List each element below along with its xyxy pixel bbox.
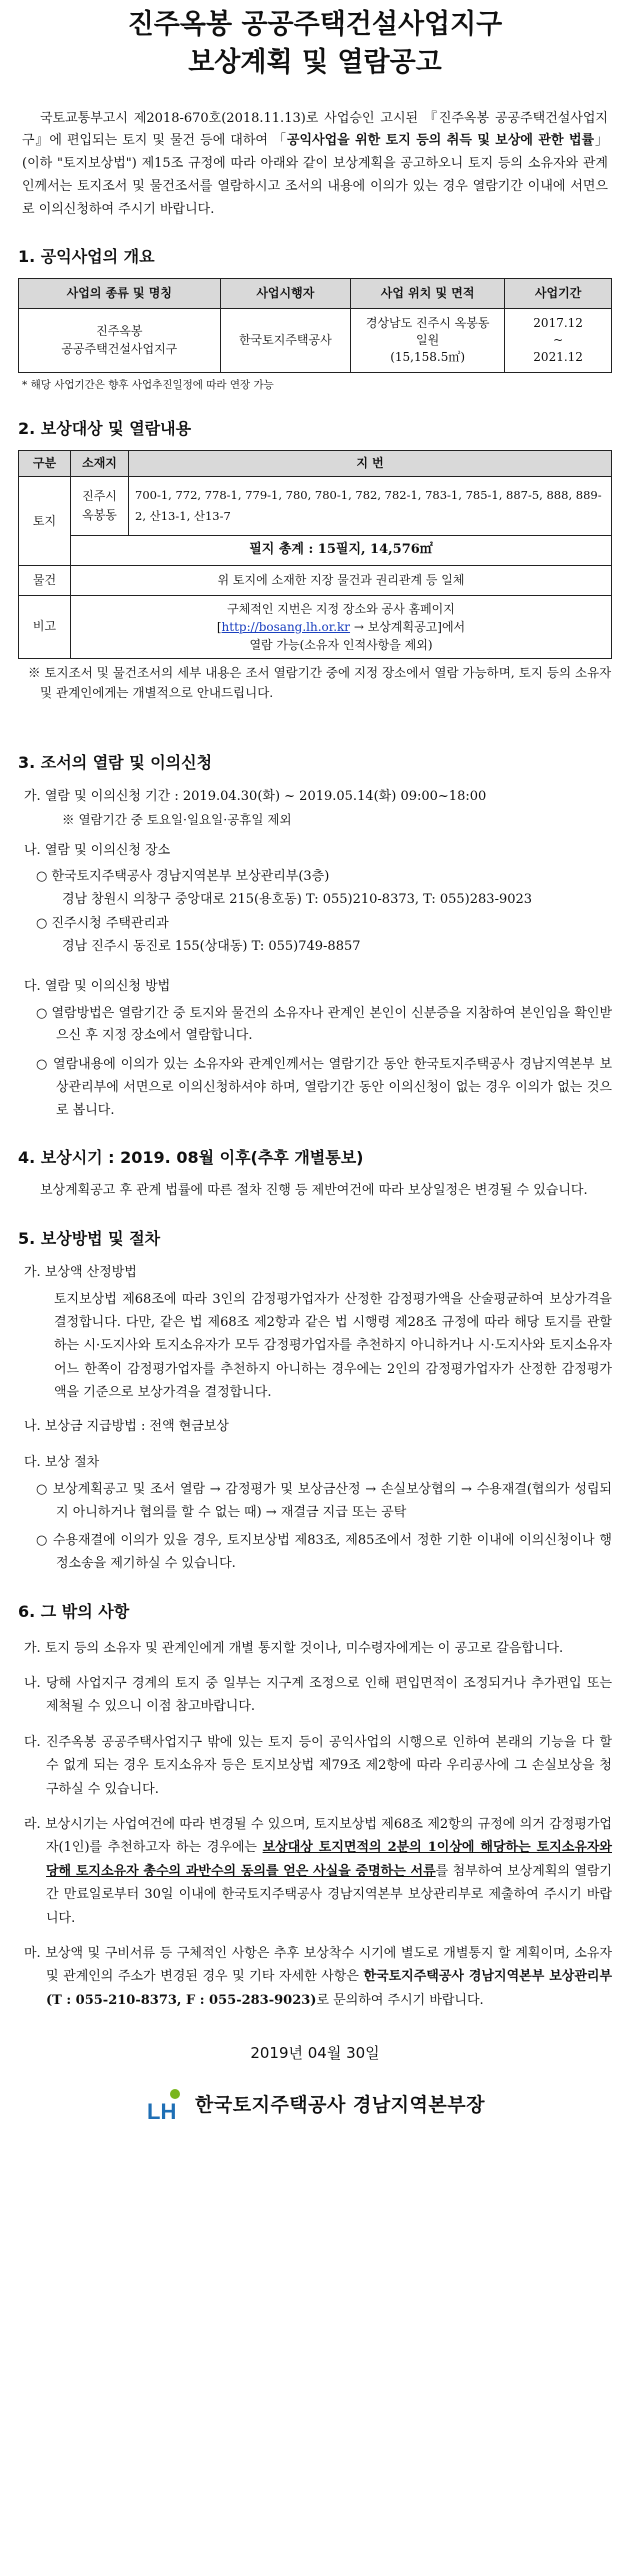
inspection-place-heading: 나. 열람 및 이의신청 장소: [24, 842, 171, 858]
table-row: [19, 595, 612, 658]
inspection-period: 가. 열람 및 이의신청 기간 : 2019.04.30(화) ~ 2019.05.14(화) 09:00~18:00: [24, 789, 487, 805]
other-item-ma: [24, 1942, 612, 2012]
section-5-heading: 5. 보상방법 및 절차: [18, 1228, 161, 1248]
remark-line-3: 열람 가능(소유자 인적사항을 제외): [249, 637, 433, 652]
table-row: [19, 565, 612, 595]
location-1: 경상남도 진주시 옥봉동: [365, 315, 490, 330]
location-cell: [351, 309, 505, 373]
project-name-cell: [19, 309, 221, 373]
remark-line-2-text: → 보상계획공고]에서: [350, 619, 466, 634]
table-row: [19, 477, 612, 535]
remark-line-1: 구체적인 지번은 지정 장소와 공사 홈페이지: [227, 601, 455, 616]
project-name-1: 진주옥봉: [96, 324, 143, 339]
place-2-address: 경남 진주시 동진로 155(상대동) T: 055)749-8857: [62, 939, 361, 955]
land-label-cell: 토지: [19, 477, 71, 565]
place-1-address: 경남 창원시 의창구 중앙대로 215(용호동) T: 055)210-8373, T: 055)283-9023: [62, 892, 533, 908]
intro-law-name: 공익사업을 위한 토지 등의 취득 및 보상에 관한 법률: [286, 133, 595, 149]
ra-text-2: 를 첨부하여 보상계획의 열람기간 만료일로부터 30일 이내에 한국토지주택공사 경남지역본부 보상관리부로 제출하여 주시기 바랍니다.: [46, 1863, 612, 1926]
ra-text-1: 라. 보상시기는 사업여건에 따라 변경될 수 있으며, 토지보상법 제68조 제2항의 규정에 의거 감정평가업자(1인)를 추천하고자 하는 경우에는: [24, 1816, 612, 1856]
remark-line-2: [75, 618, 607, 636]
operator-cell: 한국토지주택공사: [220, 309, 350, 373]
other-item-da: 다. 진주옥봉 공공주택사업지구 밖에 있는 토지 등이 공익사업의 시행으로 인하여 본래의 기능을 다 할 수 없게 되는 경우 토지소유자 등은 토지보상법 제79조 제2항에 따라 우리공사에 그 손실보상을 청구하실 수 있습니다.: [24, 1734, 612, 1797]
section-4-text: 보상계획공고 후 관계 법률에 따른 절차 진행 등 제반여건에 따라 보상일정은 변경될 수 있습니다.: [40, 1183, 588, 1199]
intro-text-2: 」(이하 "토지보상법") 제15조 규정에 따라 아래와 같이 보상계획을 공고하오니 토지 등의 소유자와 관계인께서는 토지조서 및 물건조서를 열람하시고 조서의 내용에 이의가 있는 경우 열람기간 이내에 서면으로 이의신청하여 주시기 바랍니다.: [22, 133, 608, 217]
signature-block: [18, 2087, 612, 2123]
remark-bracket: [: [216, 619, 222, 634]
project-overview-table: [18, 278, 612, 373]
inspection-period-note: ※ 열람기간 중 토요일·일요일·공휴일 제외: [62, 811, 292, 827]
goods-text-cell: 위 토지에 소재한 지장 물건과 권리관계 등 일체: [71, 565, 612, 595]
other-item-ra: [24, 1813, 612, 1930]
inspection-method-heading: 다. 열람 및 이의신청 방법: [24, 978, 171, 994]
remark-label-cell: 비고: [19, 595, 71, 658]
intro-text-1: 국토교통부고시 제2018-670호(2018.11.13)로 사업승인 고시된 『진주옥봉 공공주택건설사업지구』에 편입되는 토지 및 물건 등에 대하여 「: [22, 110, 608, 149]
procedure-heading: 다. 보상 절차: [24, 1454, 100, 1470]
other-item-ga: 가. 토지 등의 소유자 및 관계인에게 개별 통지할 것이나, 미수령자에게는 이 공고로 갈음합니다.: [24, 1640, 564, 1656]
col-header: 사업시행자: [220, 279, 350, 309]
ma-text-1: 마. 보상액 및 구비서류 등 구체적인 사항은 추후 보상착수 시기에 별도로 개별통지 할 계획이며, 소유자 및 관계인의 주소가 변경된 경우 및 기타 자세한 사항은: [24, 1945, 612, 1985]
period-end: 2021.12: [533, 350, 583, 365]
bosang-website-link[interactable]: http://bosang.lh.or.kr: [221, 619, 351, 634]
col-header: 사업 위치 및 면적: [351, 279, 505, 309]
ra-underlined: 보상대상 토지면적의 2분의 1이상에 해당하는 토지소유자와 당해 토지소유자 총수의 과반수의 동의를 얻은 사실을 증명하는 서류: [46, 1840, 612, 1879]
compensation-table: [18, 450, 612, 658]
section-1-heading: 1. 공익사업의 개요: [18, 247, 155, 267]
page-title: 진주옥봉 공공주택건설사업지구: [127, 9, 503, 40]
lot-numbers-cell: 700-1, 772, 778-1, 779-1, 780, 780-1, 782, 782-1, 783-1, 785-1, 887-5, 888, 889-2, 산13-1, 산13-7: [129, 477, 612, 535]
col-header: 구분: [19, 451, 71, 477]
goods-label-cell: 물건: [19, 565, 71, 595]
procedure-1: ○ 보상계획공고 및 조서 열람 → 감정평가 및 보상금산정 → 손실보상협의 → 수용재결(협의가 성립되지 아니하거나 협의를 할 수 없는 때) → 재결금 지급 또는 공탁: [36, 1481, 612, 1520]
section-2-heading: 2. 보상대상 및 열람내용: [18, 419, 192, 439]
period-note: * 해당 사업기간은 향후 사업추진일정에 따라 연장 가능: [22, 379, 274, 392]
payment-method: 나. 보상금 지급방법 : 전액 현금보상: [24, 1418, 229, 1434]
issuer-signature: 한국토지주택공사 경남지역본부장: [195, 2093, 485, 2116]
method-1: ○ 열람방법은 열람기간 중 토지와 물건의 소유자나 관계인 본인이 신분증을 지참하여 본인임을 확인받으신 후 지정 장소에서 열람합니다.: [36, 1005, 612, 1044]
section-3-heading: 3. 조서의 열람 및 이의신청: [18, 752, 213, 772]
location-area: (15,158.5㎡): [390, 350, 466, 365]
valuation-heading: 가. 보상액 산정방법: [24, 1265, 137, 1281]
period-start: 2017.12: [533, 315, 583, 330]
intro-paragraph: [18, 108, 612, 222]
method-2: ○ 열람내용에 이의가 있는 소유자와 관계인께서는 열람기간 동안 한국토지주택공사 경남지역본부 보상관리부에 서면으로 이의신청하셔야 하며, 열람기간 동안 이의신청이 없는 경우 이의가 없는 것으로 봅니다.: [36, 1057, 612, 1118]
location-city: 진주시: [82, 489, 117, 504]
other-item-na: 나. 당해 사업지구 경계의 토지 중 일부는 지구계 조정으로 인해 편입면적이 조정되거나 추가편입 또는 제척될 수 있으니 이점 참고바랍니다.: [24, 1676, 612, 1715]
land-location-cell: [71, 477, 129, 535]
col-header: 소재지: [71, 451, 129, 477]
section-4-heading: 4. 보상시기 : 2019. 08월 이후(추후 개별통보): [18, 1148, 364, 1168]
place-1-title: ○ 한국토지주택공사 경남지역본부 보상관리부(3층): [36, 869, 330, 885]
col-header: 사업의 종류 및 명칭: [19, 279, 221, 309]
ma-text-2: 로 문의하여 주시기 바랍니다.: [316, 1992, 484, 2008]
inspection-notice: ※ 토지조서 및 물건조서의 세부 내용은 조서 열람기간 중에 지정 장소에서 열람 가능하며, 토지 등의 소유자 및 관계인에게는 개별적으로 안내드립니다.: [28, 664, 612, 700]
procedure-2: ○ 수용재결에 이의가 있을 경우, 토지보상법 제83조, 제85조에서 정한 기한 이내에 이의신청이나 행정소송을 제기하실 수 있습니다.: [36, 1533, 612, 1572]
section-6-heading: 6. 그 밖의 사항: [18, 1601, 130, 1621]
lh-logo-icon: [145, 2087, 185, 2123]
page-subtitle: 보상계획 및 열람공고: [188, 46, 442, 78]
notice-date: 2019년 04월 30일: [250, 2044, 380, 2063]
lot-total-cell: 필지 총계 : 15필지, 14,576㎡: [71, 535, 612, 565]
period-sep: ~: [553, 332, 564, 347]
project-name-2: 공공주택건설사업지구: [61, 341, 178, 356]
valuation-text: 토지보상법 제68조에 따라 3인의 감정평가업자가 산정한 감정평가액을 산술평균하여 보상가격을 결정합니다. 다만, 같은 법 제68조 제2항과 같은 법 시행령 제28조 규정에 따라 해당 토지를 관할하는 시·도지사와 토지소유자가 모두 감정평가업자를 추천하지 아니하거나 시·도지사와 토지소유자 어느 한쪽이 감정평가업자를 추천하지 아니하는 경우에는 2인의 감정평가업자가 산정한 감정평가액을 기준으로 보상가격을 결정합니다.: [54, 1291, 612, 1401]
table-row: [19, 309, 612, 373]
col-header: 사업기간: [505, 279, 612, 309]
col-header: 지 번: [129, 451, 612, 477]
location-2: 일원: [416, 332, 440, 347]
ma-contact: 한국토지주택공사 경남지역본부 보상관리부 (T : 055-210-8373, F : 055-283-9023): [46, 1969, 613, 2008]
period-cell: [505, 309, 612, 373]
remark-text-cell: [71, 595, 612, 658]
location-dong: 옥봉동: [82, 507, 117, 522]
place-2-title: ○ 진주시청 주택관리과: [36, 915, 169, 931]
table-row: [19, 535, 612, 565]
lh-logo-text: LH: [147, 2099, 177, 2124]
